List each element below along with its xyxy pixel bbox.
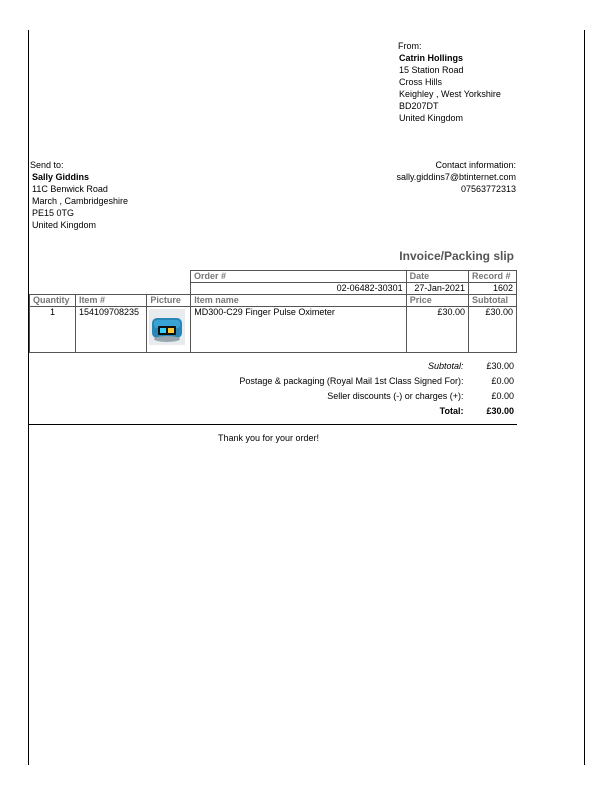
subtotal-label: Subtotal: (427, 361, 464, 371)
order-date: 27-Jan-2021 (406, 283, 468, 295)
total-label: Total: (439, 406, 464, 416)
table-row (30, 307, 517, 353)
pulse-oximeter-icon (149, 309, 185, 345)
order-number: 02-06482-30301 (191, 283, 407, 295)
contact-label: Contact information: (435, 160, 516, 170)
quantity-header: Quantity (30, 295, 76, 307)
record-header: Record # (468, 271, 516, 283)
from-address-line: Cross Hills (399, 77, 443, 87)
send-to-label: Send to: (30, 160, 64, 170)
item-number: 154109708235 (75, 307, 146, 353)
separator-line (29, 424, 517, 425)
picture-header: Picture (147, 295, 191, 307)
postage-value: £0.00 (491, 376, 514, 386)
price-header: Price (406, 295, 468, 307)
send-to-name: Sally Giddins (32, 172, 90, 182)
order-header-row (191, 271, 517, 283)
subtotal-value: £30.00 (486, 361, 514, 371)
from-address-line: United Kingdom (399, 113, 464, 123)
item-number-header: Item # (75, 295, 146, 307)
from-block (398, 40, 501, 124)
total-value: £30.00 (486, 406, 514, 416)
discount-value: £0.00 (491, 391, 514, 401)
order-number-header: Order # (191, 271, 407, 283)
document-title: Invoice/Packing slip (399, 249, 514, 263)
from-address-line: Keighley , West Yorkshire (399, 89, 501, 99)
contact-phone: 07563772313 (460, 184, 516, 194)
item-picture-cell (147, 307, 191, 353)
send-to-address-line: March , Cambridgeshire (32, 196, 129, 206)
postage-row (190, 375, 514, 387)
date-header: Date (406, 271, 468, 283)
send-to-address-line: PE15 0TG (32, 208, 75, 218)
subtotal-row (190, 360, 514, 372)
send-to-address-line: United Kingdom (32, 220, 97, 230)
items-table (29, 294, 517, 353)
thank-you-message: Thank you for your order! (218, 433, 320, 443)
send-to-address-line: 11C Benwick Road (32, 184, 108, 194)
item-name-header: Item name (191, 295, 406, 307)
discount-row (190, 390, 514, 402)
item-name: MD300-C29 Finger Pulse Oximeter (191, 307, 406, 353)
from-name: Catrin Hollings (399, 53, 464, 63)
right-border-line (584, 30, 585, 765)
from-address-line: 15 Station Road (399, 65, 464, 75)
order-table (190, 270, 517, 295)
order-value-row (191, 283, 517, 295)
record-number: 1602 (468, 283, 516, 295)
item-subtotal: £30.00 (468, 307, 516, 353)
send-to-block (30, 159, 128, 231)
contact-email: sally.giddins7@btinternet.com (396, 172, 516, 182)
contact-block (396, 159, 516, 195)
postage-label: Postage & packaging (Royal Mail 1st Class Signed For): (239, 376, 464, 386)
subtotal-header: Subtotal (468, 295, 516, 307)
discount-label: Seller discounts (-) or charges (+): (327, 391, 464, 401)
from-address-line: BD207DT (399, 101, 439, 111)
item-quantity: 1 (30, 307, 76, 353)
left-border-line (28, 30, 29, 765)
from-label: From: (398, 41, 422, 51)
items-header-row (30, 295, 517, 307)
item-price: £30.00 (406, 307, 468, 353)
total-row (190, 405, 514, 417)
